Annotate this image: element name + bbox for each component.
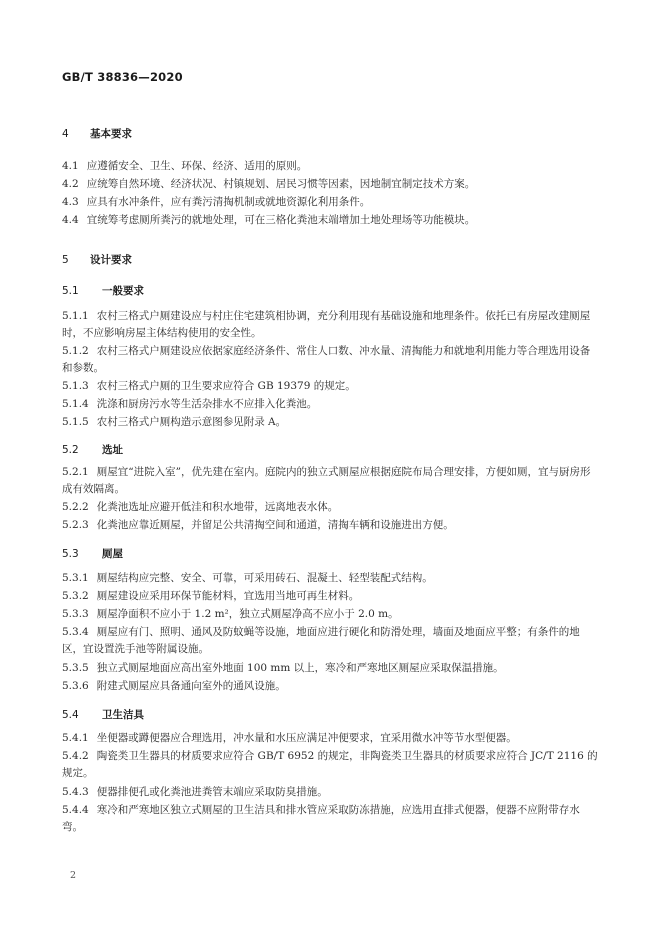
clause (62, 158, 598, 175)
clause-number: 5.1.1 (62, 310, 89, 322)
clause (62, 588, 598, 605)
clause (62, 802, 598, 836)
clause (62, 606, 598, 623)
subsection-title: 选址 (102, 444, 123, 456)
clause (62, 194, 598, 211)
clause-text: 寒冷和严寒地区独立式厕屋的卫生洁具和排水管应采取防冻措施，应选用直排式便器，便器不应附带存水弯。 (62, 804, 580, 833)
clause-text: 宜统筹考虑厕所粪污的就地处理，可在三格化粪池末端增加土地处理场等功能模块。 (86, 214, 476, 226)
clause (62, 176, 598, 193)
clause-text: 应具有水冲条件，应有粪污清掏机制或就地资源化利用条件。 (86, 196, 371, 208)
clause-number: 5.3.6 (62, 680, 89, 692)
clause (62, 499, 598, 516)
clause-number: 5.1.5 (62, 416, 89, 428)
clause-number: 5.4.3 (62, 786, 89, 798)
clause-text: 应遵循安全、卫生、环保、经济、适用的原则。 (86, 160, 308, 172)
clause (62, 730, 598, 747)
clause-text: 陶瓷类卫生器具的材质要求应符合 GB/T 6952 的规定，非陶瓷类卫生器具的材质要求应符合 JC/T 2116 的规定。 (62, 750, 598, 779)
section-heading (62, 252, 132, 267)
clause-text: 坐便器或蹲便器应合理选用，冲水量和水压应满足冲便要求，宜采用微水冲等节水型便器。 (96, 732, 517, 744)
clause-text: 便器排便孔或化粪池进粪管末端应采取防臭措施。 (96, 786, 328, 798)
standard-number: GB/T 38836—2020 (62, 70, 183, 84)
clause-number: 5.3.1 (62, 572, 89, 584)
clause-text: 独立式厕屋地面应高出室外地面 100 mm 以上，寒冷和严寒地区厕屋应采取保温措施。 (96, 662, 504, 674)
clause-text: 农村三格式户厕建设应与村庄住宅建筑相协调，充分利用现有基础设施和地理条件。依托已有房屋改建厕屋时，不应影响房屋主体结构使用的安全性。 (62, 310, 591, 339)
section-title: 设计要求 (90, 254, 132, 266)
clause (62, 396, 598, 413)
clause-text: 厕屋应有门、照明、通风及防蚊蝇等设施，地面应进行硬化和防滑处理，墙面及地面应平整；有条件的地区，宜设置洗手池等附属设施。 (62, 626, 580, 655)
subsection-heading (62, 283, 144, 298)
subsection-heading (62, 546, 123, 561)
clause-text: 应统筹自然环境、经济状况、村镇规划、居民习惯等因素，因地制宜制定技术方案。 (86, 178, 476, 190)
section-number: 4 (62, 128, 69, 140)
clause-number: 4.1 (62, 160, 79, 172)
clause (62, 414, 598, 431)
section-title: 基本要求 (90, 128, 132, 140)
subsection-number: 5.4 (62, 709, 79, 721)
clause (62, 517, 598, 534)
clause-number: 5.1.2 (62, 345, 89, 357)
clause-text: 农村三格式户厕构造示意图参见附录 A。 (96, 416, 287, 428)
clause-number: 4.2 (62, 178, 79, 190)
clause-text: 厕屋净面积不应小于 1.2 m²，独立式厕屋净高不应小于 2.0 m。 (96, 608, 399, 620)
clause-text: 厕屋建设应采用环保节能材料，宜选用当地可再生材料。 (96, 590, 360, 602)
clause (62, 678, 598, 695)
clause-text: 厕屋宜“进院入室”，优先建在室内。庭院内的独立式厕屋应根据庭院布局合理安排，方便如厕，宜与厨房形成有效隔离。 (62, 466, 591, 495)
clause (62, 308, 598, 342)
page-number: 2 (70, 870, 77, 881)
clause (62, 660, 598, 677)
clause-number: 4.4 (62, 214, 79, 226)
clause-number: 5.3.5 (62, 662, 89, 674)
clause (62, 212, 598, 229)
clause-text: 化粪池应靠近厕屋，并留足公共清掏空间和通道，清掏车辆和设施进出方便。 (96, 519, 454, 531)
clause (62, 343, 598, 377)
subsection-number: 5.2 (62, 444, 79, 456)
clause-number: 5.2.1 (62, 466, 89, 478)
clause (62, 378, 598, 395)
clause-number: 5.1.4 (62, 398, 89, 410)
clause-text: 农村三格式户厕的卫生要求应符合 GB 19379 的规定。 (96, 380, 356, 392)
clause-number: 4.3 (62, 196, 79, 208)
clause (62, 570, 598, 587)
clause-text: 洗涤和厨房污水等生活杂排水不应排入化粪池。 (96, 398, 318, 410)
clause-number: 5.3.3 (62, 608, 89, 620)
subsection-title: 厕屋 (102, 548, 123, 560)
subsection-heading (62, 442, 123, 457)
clause (62, 624, 598, 658)
clause-number: 5.1.3 (62, 380, 89, 392)
section-heading (62, 126, 132, 141)
clause-number: 5.4.1 (62, 732, 89, 744)
clause-number: 5.3.2 (62, 590, 89, 602)
clause (62, 748, 598, 782)
clause (62, 784, 598, 801)
subsection-number: 5.3 (62, 548, 79, 560)
clause (62, 464, 598, 498)
subsection-title: 卫生洁具 (102, 709, 144, 721)
clause-number: 5.4.2 (62, 750, 89, 762)
subsection-number: 5.1 (62, 285, 79, 297)
subsection-heading (62, 707, 144, 722)
clause-text: 农村三格式户厕建设应依据家庭经济条件、常住人口数、冲水量、清掏能力和就地利用能力等合理选用设备和参数。 (62, 345, 591, 374)
clause-text: 厕屋结构应完整、安全、可靠，可采用砖石、混凝土、轻型装配式结构。 (96, 572, 433, 584)
section-number: 5 (62, 254, 69, 266)
clause-number: 5.2.3 (62, 519, 89, 531)
clause-text: 附建式厕屋应具备通向室外的通风设施。 (96, 680, 286, 692)
clause-number: 5.2.2 (62, 501, 89, 513)
clause-number: 5.4.4 (62, 804, 89, 816)
subsection-title: 一般要求 (102, 285, 144, 297)
clause-number: 5.3.4 (62, 626, 89, 638)
clause-text: 化粪池选址应避开低洼和积水地带，远离地表水体。 (96, 501, 339, 513)
